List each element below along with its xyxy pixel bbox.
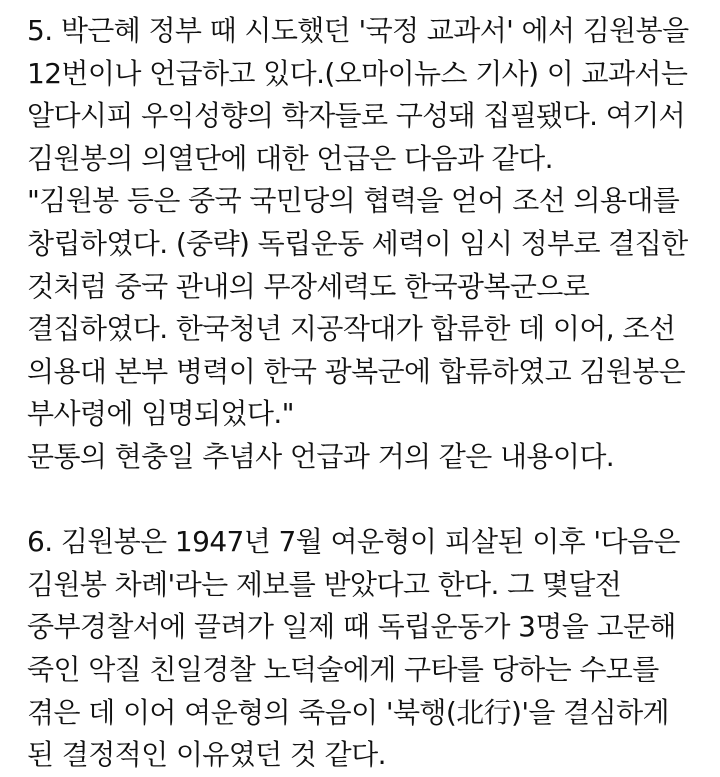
quote-line: 의용대 본부 병력이 한국 광복군에 합류하였고 김원봉은 <box>27 354 686 388</box>
text-line: 죽인 악질 친일경찰 노덕술에게 구타를 당하는 수모를 <box>27 652 659 686</box>
text-line: 겪은 데 이어 여운형의 죽음이 '북행(北行)'을 결심하게 <box>27 695 669 729</box>
text-line: 알다시피 우익성향의 학자들로 구성돼 집필됐다. 여기서 <box>27 99 686 133</box>
text-line: 된 결정적인 이유였던 것 같다. <box>27 738 386 772</box>
quote-line: "김원봉 등은 중국 국민당의 협력을 얻어 조선 의용대를 <box>27 184 680 218</box>
quote-line: 결집하였다. 한국청년 지공작대가 합류한 데 이어, 조선 <box>27 312 676 346</box>
text-line: 12번이나 언급하고 있다.(오마이뉴스 기사) 이 교과서는 <box>27 56 688 90</box>
text-line: 김원봉 차례'라는 제보를 받았다고 한다. 그 몇달전 <box>27 567 622 601</box>
text-line: 문통의 현충일 추념사 언급과 거의 같은 내용이다. <box>27 439 615 473</box>
quote-line: 것처럼 중국 관내의 무장세력도 한국광복군으로 <box>27 269 590 303</box>
paragraph-6 <box>27 521 706 777</box>
quote-line: 부사령에 임명되었다." <box>27 397 294 431</box>
text-line: 김원봉의 의열단에 대한 언급은 다음과 같다. <box>27 141 553 175</box>
paragraph-5 <box>27 10 706 479</box>
text-line: 6. 김원봉은 1947년 7월 여운형이 피살된 이후 '다음은 <box>27 525 680 559</box>
text-line: 중부경찰서에 끌려가 일제 때 독립운동가 3명을 고문해 <box>27 610 676 644</box>
quote-line: 창립하였다. (중략) 독립운동 세력이 임시 정부로 결집한 <box>27 226 688 260</box>
paragraph-spacer <box>27 479 706 522</box>
text-line: 5. 박근혜 정부 때 시도했던 '국정 교과서' 에서 김원봉을 <box>27 14 689 47</box>
